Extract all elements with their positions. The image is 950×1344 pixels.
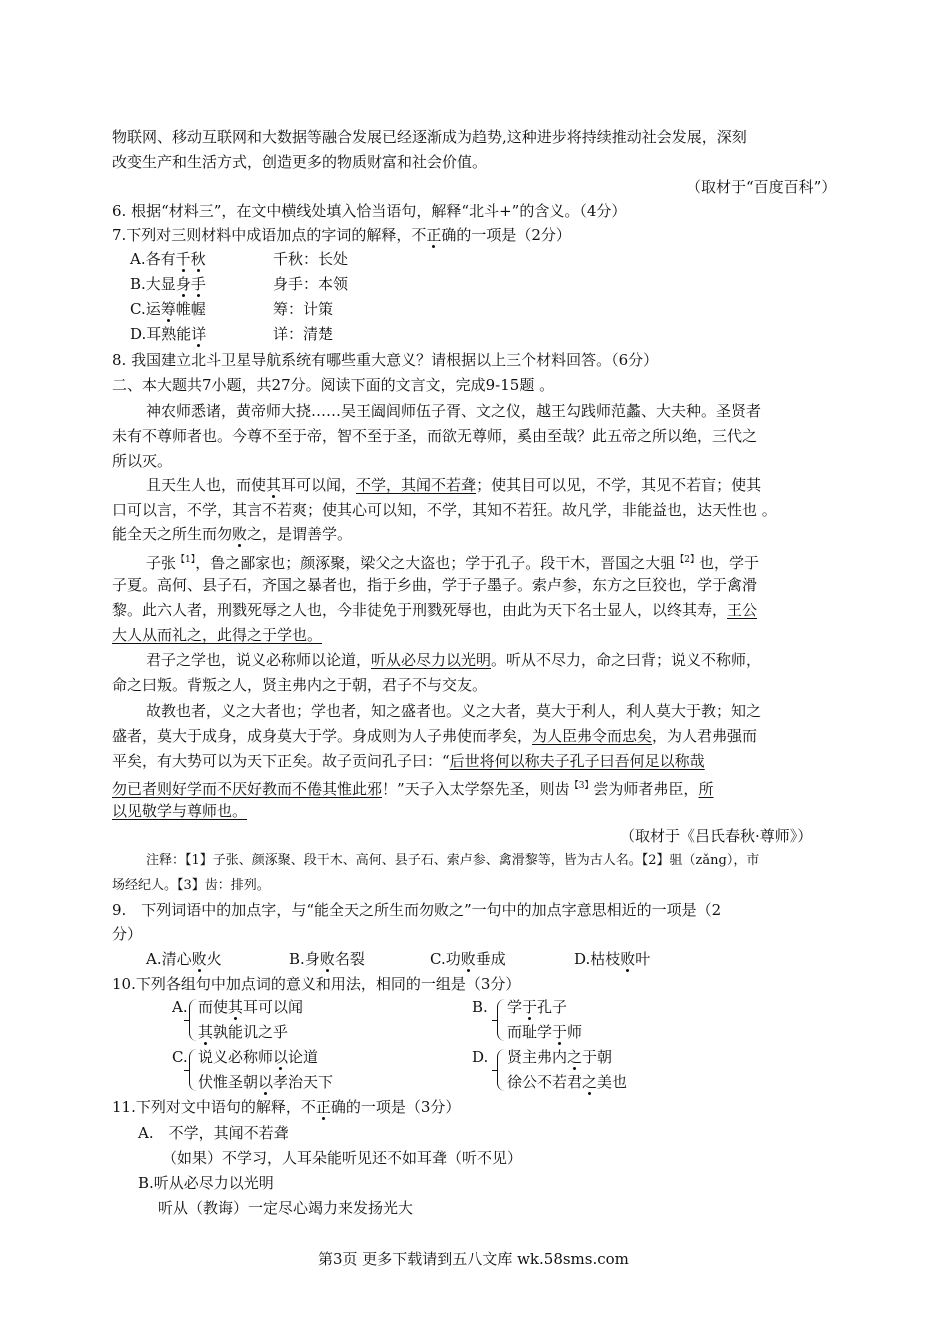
q7-gloss-c: 筹：计策 xyxy=(273,300,334,318)
q9-option-a: A.清心败火 xyxy=(146,950,222,968)
underlined-sentence: 王公 xyxy=(727,601,758,619)
stem-text: 的一项是（2分） xyxy=(456,226,571,244)
passage-line: 盛者，莫大于成身，成身莫大于学。身成则为人子弗使而孝矣，为人臣弗令而忠矣，为人君弗强而 xyxy=(112,727,758,745)
q10-a-sentence-1: 而使其耳可以闻 xyxy=(198,998,304,1016)
q10-label-a: A. xyxy=(172,998,188,1016)
footnote-marker: 【2】 xyxy=(675,555,699,565)
passage-line: 平矣，有大势可以为天下正矣。故子贡问孔子曰：“后世将何以称夫子孔子曰吾何足以称哉 xyxy=(112,752,705,770)
question-9-stem: 分） xyxy=(112,925,143,943)
q7-gloss-b: 身手：本领 xyxy=(273,275,349,293)
underlined-sentence: 勿已者则好学而不厌好教而不倦其惟此邪 xyxy=(112,780,383,798)
q7-gloss-d: 详：清楚 xyxy=(273,325,334,343)
passage-line: 神农师悉诸，黄帝师大挠……吴王阖闾师伍子胥、文之仪，越王勾践师范蠡、大夫种。圣贤者 xyxy=(146,402,762,420)
passage-line xyxy=(112,625,322,645)
passage-line xyxy=(112,801,247,821)
q10-c-sentence-1: 说义必称师以论道 xyxy=(198,1048,319,1066)
underlined-sentence: 不学，其闻不若聋 xyxy=(356,476,477,494)
q7-option-c: C.运筹帷幄 xyxy=(130,300,206,318)
question-11-stem: 11.下列对文中语句的解释，不正确的一项是（3分） xyxy=(112,1098,461,1116)
underlined-sentence: 后世将何以称夫子孔子曰吾何足以称哉 xyxy=(449,752,705,770)
stem-text: 7.下列对三则材料中成语加点的字词的解释， xyxy=(112,226,412,244)
question-8: 8. 我国建立北斗卫星导航系统有哪些重大意义？请根据以上三个材料回答。（6分） xyxy=(112,351,659,369)
passage-line: 子张$^{【1】}$，鲁之鄙家也；颜涿聚，梁父之大盗也；学于孔子。段干木，晋国之大驵$^{【2】}$也，学于 xyxy=(146,554,760,572)
q11-option-b-explanation: 听从（教诲）一定尽心竭力来发扬光大 xyxy=(158,1199,414,1217)
q10-b-sentence-1: 学于孔子 xyxy=(507,998,568,1016)
brace-b xyxy=(497,999,505,1041)
passage-line: 未有不尊师者也。今尊不至于帝，智不至于圣，而欲无尊师，奚由至哉？此五帝之所以绝，三代之 xyxy=(112,427,758,445)
passage-line: 能全天之所生而勿败之，是谓善学。 xyxy=(112,525,353,543)
passage-line: 命之曰叛。背叛之人，贤主弗内之于朝，君子不与交友。 xyxy=(112,676,488,694)
page-footer: 第3页 更多下载请到五八文库 wk.58sms.com xyxy=(318,1250,629,1268)
q10-d-sentence-2: 徐公不若君之美也 xyxy=(507,1073,628,1091)
footnote-marker: 【1】 xyxy=(176,555,196,565)
passage-line: 且天生人也，而使其耳可以闻，不学，其闻不若聋；使其目可以见，不学，其见不若盲；使其 xyxy=(146,476,762,494)
intro-line: 改变生产和生活方式，创造更多的物质财富和社会价值。 xyxy=(112,153,488,171)
annotation-line: 注释：【1】子张、颜涿聚、段干木、高何、县子石、索卢参、禽滑黎等，皆为古人名。【2】驵（zǎng），市 xyxy=(146,853,760,868)
underlined-sentence: 大人从而礼之，此得之于学也。 xyxy=(112,626,323,644)
q7-option-d: D.耳熟能详 xyxy=(130,325,207,343)
question-6: 6. 根据“材料三”，在文中横线处填入恰当语句，解释“北斗+”的含义。（4分） xyxy=(112,202,627,220)
q10-d-sentence-1: 贤主弗内之于朝 xyxy=(507,1048,613,1066)
passage-line: 口可以言，不学，其言不若爽；使其心可以知，不学，其知不若狂。故凡学，非能益也，达天性也 。 xyxy=(112,501,777,519)
passage-line: 勿已者则好学而不厌好教而不倦其惟此邪！”天子入太学祭先圣，则齿$^{【3】}$尝为师者弗臣，所 xyxy=(112,780,714,798)
q10-c-sentence-2: 伏惟圣朝以孝治天下 xyxy=(198,1073,334,1091)
question-9-stem: 9. 下列词语中的加点字，与“能全天之所生而勿败之”一句中的加点字意思相近的一项是（2 xyxy=(112,901,722,919)
annotation-line: 场经纪人。【3】齿：排列。 xyxy=(112,878,270,893)
passage-line: 君子之学也，说义必称师以论道，听从必尽力以光明。听从不尽力，命之曰背；说义不称师， xyxy=(146,651,762,669)
passage-source: （取材于《吕氏春秋·尊师》） xyxy=(620,827,813,845)
question-10-stem: 10.下列各组句中加点词的意义和用法，相同的一组是（3分） xyxy=(112,975,521,993)
q10-label-b: B. xyxy=(472,998,488,1016)
brace-c xyxy=(189,1049,197,1091)
section-heading: 二、本大题共7小题，共27分。阅读下面的文言文，完成9-15题 。 xyxy=(112,376,555,394)
q11-option-b: B.听从必尽力以光明 xyxy=(138,1174,274,1192)
passage-line: 故教也者，义之大者也；学也者，知之盛者也。义之大者，莫大于利人，利人莫大于教；知之 xyxy=(146,702,762,720)
q7-option-a: A.各有千秋 xyxy=(130,250,206,268)
passage-line: 子夏。高何、县子石，齐国之暴者也，指于乡曲，学于子墨子。索卢参，东方之巨狡也，学于禽滑 xyxy=(112,576,758,594)
stem-emphasis: 不正确 xyxy=(411,226,457,244)
q10-b-sentence-2: 而耻学于师 xyxy=(507,1023,583,1041)
underlined-sentence: 为人臣弗令而忠矣 xyxy=(532,727,653,745)
passage-line: 所以灭。 xyxy=(112,452,173,470)
q11-option-a: A. 不学，其闻不若聋 xyxy=(138,1124,289,1142)
brace-a xyxy=(189,999,197,1041)
brace-d xyxy=(497,1049,505,1091)
underlined-sentence: 以见敬学与尊师也。 xyxy=(112,802,248,820)
question-7-stem xyxy=(112,225,571,245)
underlined-sentence: 听从必尽力以光明 xyxy=(371,651,492,669)
q7-option-b: B.大显身手 xyxy=(130,275,206,293)
q10-a-sentence-2: 其孰能讥之乎 xyxy=(198,1023,289,1041)
passage-line: 黎。此六人者，刑戮死辱之人也，今非徒免于刑戮死辱也，由此为天下名士显人，以终其寿，王公 xyxy=(112,601,758,619)
q9-option-d: D.枯枝败叶 xyxy=(574,950,651,968)
q11-option-a-explanation: （如果）不学习，人耳朵能听见还不如耳聋（听不见） xyxy=(162,1149,523,1167)
footnote-marker: 【3】 xyxy=(569,781,594,791)
q7-gloss-a: 千秋：长处 xyxy=(273,250,349,268)
q10-label-c: C. xyxy=(172,1048,188,1066)
intro-source: （取材于“百度百科”） xyxy=(686,178,837,196)
intro-line: 物联网、移动互联网和大数据等融合发展已经逐渐成为趋势,这种进步将持续推动社会发展，深刻 xyxy=(112,128,747,146)
q10-label-d: D. xyxy=(472,1048,489,1066)
q9-option-c: C.功败垂成 xyxy=(430,950,506,968)
underlined-sentence: 所 xyxy=(698,780,714,798)
q9-option-b: B.身败名裂 xyxy=(289,950,365,968)
